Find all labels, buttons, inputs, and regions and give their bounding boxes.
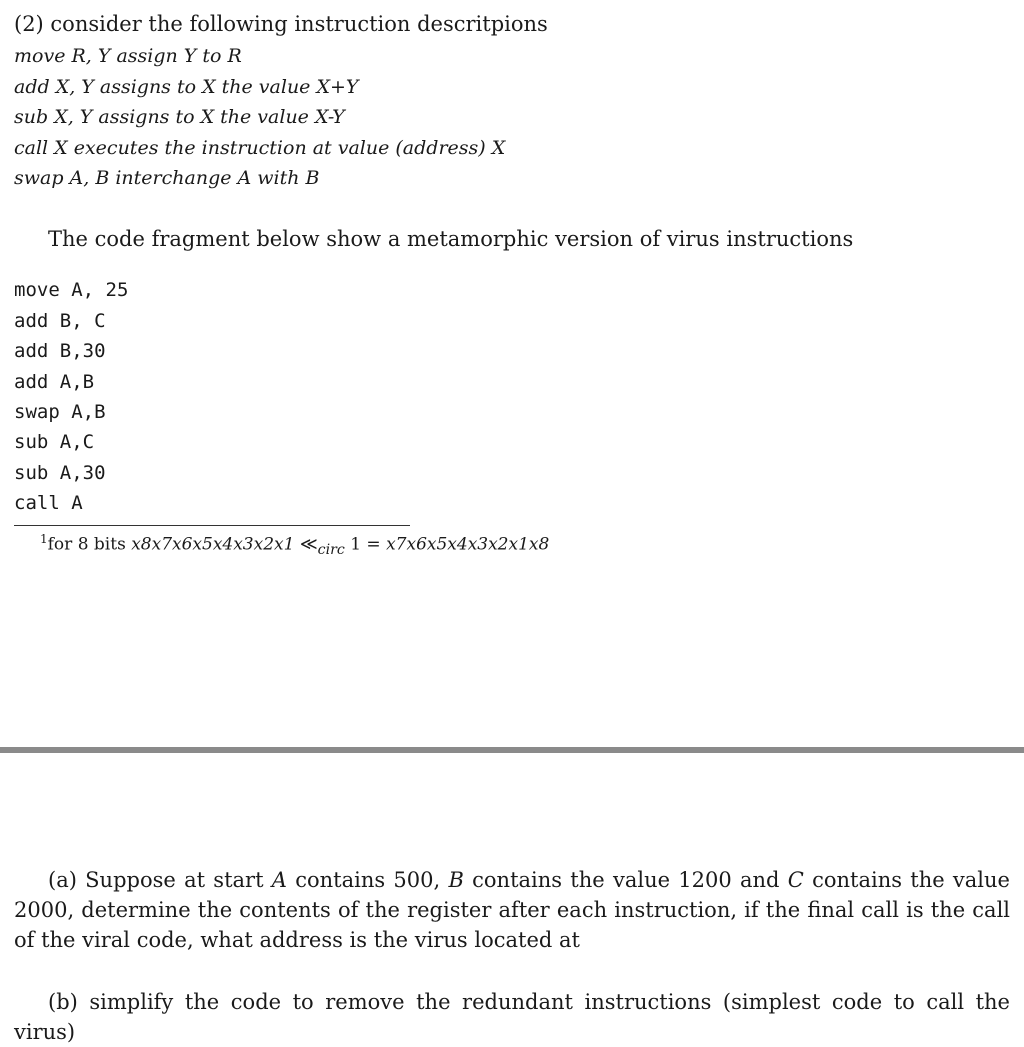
code-line: sub A,C (14, 431, 95, 453)
section-separator (0, 747, 1024, 753)
question-a: (a) Suppose at start A contains 500, B contains the value 1200 and C contains the value 2000, determine the contents of the register after each instruction, if the final call is the call of the viral code, what address is the virus located at (14, 868, 1010, 952)
footnote-rule (14, 525, 410, 526)
intro-line: (2) consider the following instruction descritpions (14, 12, 548, 36)
definition-add: add X, Y assigns to X the value X+Y (14, 76, 359, 98)
code-line: sub A,30 (14, 462, 106, 484)
code-line: add A,B (14, 371, 95, 393)
code-line: add B,30 (14, 340, 106, 362)
fragment-description: The code fragment below show a metamorphic version of virus instructions (48, 227, 854, 251)
code-line: swap A,B (14, 401, 106, 423)
code-line: add B, C (14, 310, 106, 332)
definition-sub: sub X, Y assigns to X the value X-Y (14, 106, 345, 128)
footnote-operator: ≪ (299, 534, 318, 555)
footnote-operand: 1 = (344, 534, 387, 555)
definition-swap: swap A, B interchange A with B (14, 167, 320, 189)
footnote-lead: for 8 bits (47, 534, 126, 555)
definition-move: move R, Y assign Y to R (14, 45, 242, 67)
footnote-expr-left: x8x7x6x5x4x3x2x1 (131, 534, 295, 555)
code-line: call A (14, 492, 83, 514)
code-line: move A, 25 (14, 279, 129, 301)
definition-call: call X executes the instruction at value (address) X (14, 137, 506, 159)
question-b: (b) simplify the code to remove the redundant instructions (simplest code to call the virus) (14, 990, 1010, 1044)
footnote-mark: 1 (40, 532, 48, 546)
footnote-operator-sub: circ (317, 542, 345, 559)
footnote-expr-right: x7x6x5x4x3x2x1x8 (386, 534, 550, 555)
footnote (40, 532, 549, 558)
